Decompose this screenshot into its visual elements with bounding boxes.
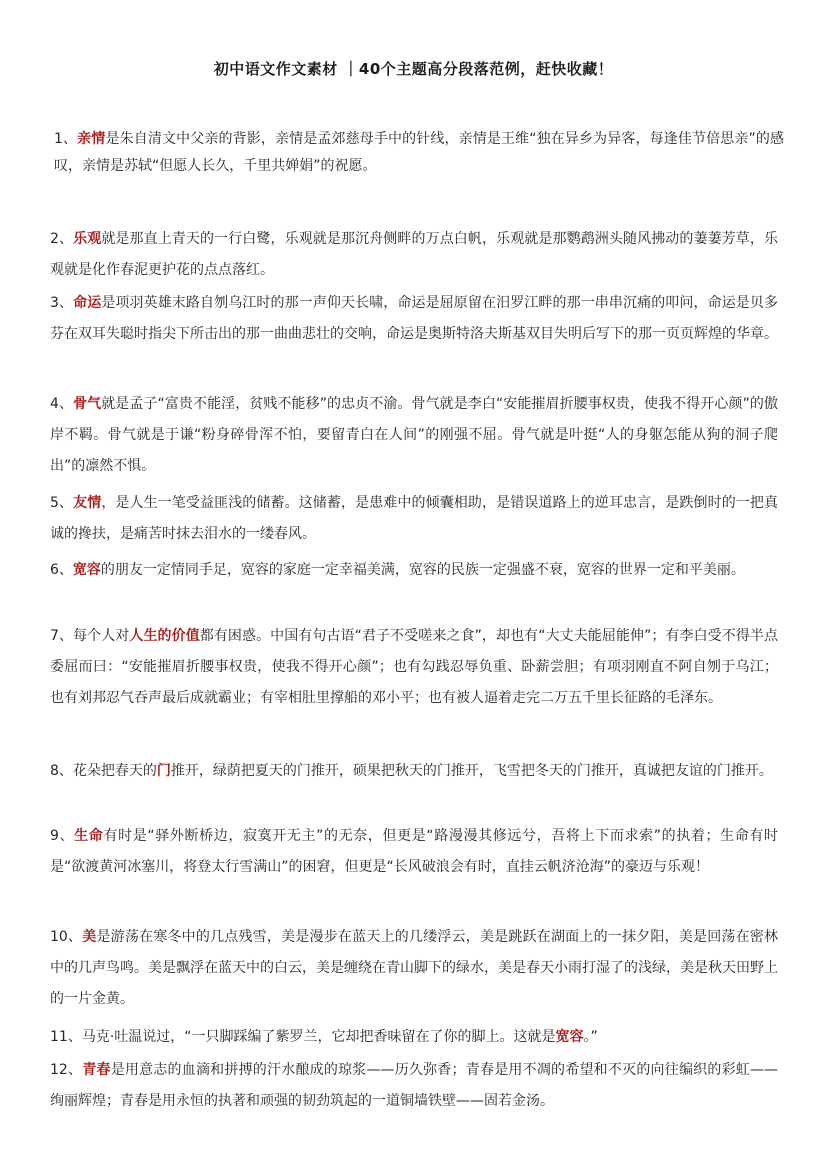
paragraph-text: 。”	[583, 1029, 598, 1045]
paragraph-3	[50, 288, 778, 350]
paragraph-2	[50, 224, 778, 286]
paragraph-5	[50, 488, 778, 550]
paragraph-text: 有时是“驿外断桥边，寂寞开无主”的无奈，但更是“路漫漫其修远兮，吾将上下而求索”的执着；生命有时是“欲渡黄河冰塞川，将登太行雪满山”的困窘，但更是“长风破浪会有时，直挂云帆济沧海”的豪迈与乐观！	[50, 828, 778, 875]
paragraph-prefix: 5、	[50, 495, 74, 511]
paragraph-text: 就是那直上青天的一行白鹭，乐观就是那沉舟侧畔的万点白帆，乐观就是那鹦鹉洲头随风拂动的萋萋芳草，乐观就是化作春泥更护花的点点落红。	[50, 231, 778, 278]
paragraph-10	[50, 922, 778, 1015]
paragraph-prefix: 11、马克·吐温说过，“一只脚踩编了紫罗兰，它却把香味留在了你的脚上。这就是	[50, 1029, 556, 1045]
paragraph-prefix: 9、	[50, 828, 75, 844]
paragraph-text: 就是孟子“富贵不能淫，贫贱不能移”的忠贞不渝。骨气就是李白“安能摧眉折腰事权贵，使我不得开心颜”的傲岸不羁。骨气就是于谦“粉身碎骨浑不怕，要留青白在人间”的刚强不屈。骨气就是叶挺“人的身躯怎能从狗的洞子爬出”的凛然不惧。	[50, 396, 778, 474]
paragraph-text: ，是人生一笔受益匪浅的储蓄。这储蓄，是患难中的倾囊相助，是错误道路上的逆耳忠言，是跌倒时的一把真诚的搀扶，是痛苦时抹去泪水的一缕春风。	[50, 495, 778, 542]
page-title: 初中语文作文素材 ｜40个主题高分段落范例，赶快收藏！	[213, 60, 614, 78]
paragraph-prefix: 2、	[50, 231, 74, 247]
paragraph-text: 是游荡在寒冬中的几点残雪，美是漫步在蓝天上的几缕浮云，美是跳跃在湖面上的一抹夕阳，美是回荡在密林中的几声鸟鸣。美是飘浮在蓝天中的白云，美是缠绕在青山脚下的绿水，美是春天小雨打湿了的浅绿，美是秋天田野上的一片金黄。	[50, 929, 779, 1007]
keyword-highlight: 宽容	[555, 1029, 584, 1045]
keyword-highlight: 人生的价值	[129, 628, 200, 644]
keyword-highlight: 亲情	[77, 131, 106, 147]
paragraph-prefix: 8、花朵把春天的	[50, 763, 157, 779]
paragraph-7	[50, 621, 778, 714]
paragraph-text: 是朱自清文中父亲的背影，亲情是孟郊慈母手中的针线，亲情是王维“独在异乡为异客，每逢佳节倍思亲”的感叹，亲情是苏轼“但愿人长久，千里共婵娟”的祝愿。	[54, 131, 784, 174]
paragraph-8	[50, 756, 778, 787]
keyword-highlight: 友情	[73, 495, 102, 511]
paragraph-text: 的朋友一定情同手足，宽容的家庭一定幸福美满，宽容的民族一定强盛不衰，宽容的世界一定和平美丽。	[100, 562, 745, 578]
paragraph-prefix: 10、	[50, 929, 83, 945]
paragraph-prefix: 7、每个人对	[50, 628, 130, 644]
keyword-highlight: 骨气	[73, 396, 102, 412]
paragraph-6	[50, 555, 778, 586]
keyword-highlight: 乐观	[73, 231, 102, 247]
keyword-highlight: 美	[82, 929, 97, 945]
paragraph-4	[50, 389, 778, 482]
keyword-highlight: 门	[156, 763, 171, 779]
paragraph-11	[50, 1022, 778, 1053]
paragraph-9	[50, 821, 778, 883]
keyword-highlight: 命运	[73, 295, 102, 311]
paragraph-prefix: 1、	[54, 131, 78, 147]
paragraph-prefix: 6、	[50, 562, 73, 578]
paragraph-12	[50, 1055, 778, 1117]
paragraph-prefix: 3、	[50, 295, 74, 311]
paragraph-prefix: 12、	[50, 1062, 83, 1078]
paragraph-text: 都有困惑。中国有句古语“君子不受嗟来之食”，却也有“大丈夫能屈能伸”；有李白受不得半点委屈而曰：“安能摧眉折腰事权贵，使我不得开心颜”；也有勾践忍辱负重、卧薪尝胆；有项羽刚直不阿自刎于乌江；也有刘邦忍气吞声最后成就霸业；有宰相肚里撑船的邓小平；也有被人逼着走完二万五千里长征路的毛泽东。	[50, 628, 778, 706]
paragraph-prefix: 4、	[50, 396, 74, 412]
paragraph-text: 推开，绿荫把夏天的门推开，硕果把秋天的门推开，飞雪把冬天的门推开，真诚把友谊的门推开。	[170, 763, 773, 779]
keyword-highlight: 生命	[74, 828, 104, 844]
paragraph-text: 是项羽英雄末路自刎乌江时的那一声仰天长啸，命运是屈原留在汨罗江畔的那一串串沉痛的叩问，命运是贝多芬在双耳失聪时指尖下所击出的那一曲曲悲壮的交响，命运是奥斯特洛夫斯基双目失明后写下的那一页页辉煌的华章。	[50, 295, 778, 342]
keyword-highlight: 宽容	[72, 562, 101, 578]
paragraph-1	[54, 126, 784, 180]
keyword-highlight: 青春	[82, 1062, 111, 1078]
paragraph-text: 是用意志的血滴和拼搏的汗水酿成的琼浆——历久弥香；青春是用不凋的希望和不灭的向往编织的彩虹——绚丽辉煌；青春是用永恒的执著和顽强的韧劲筑起的一道铜墙铁壁——固若金汤。	[50, 1062, 779, 1109]
